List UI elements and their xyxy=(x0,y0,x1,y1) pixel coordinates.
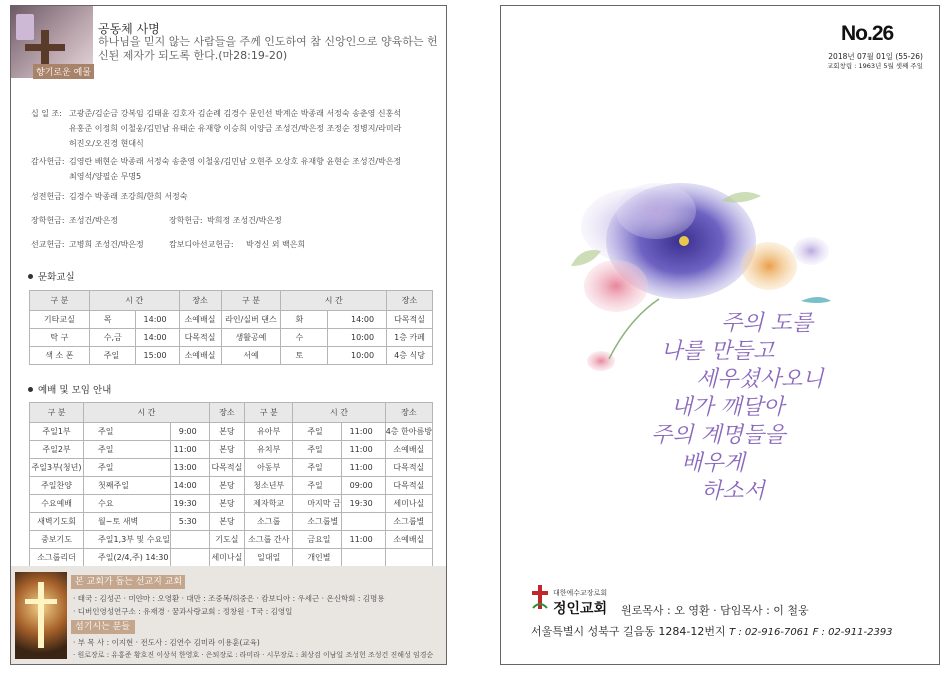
table-cell: 11:00 xyxy=(341,531,385,549)
table-cell: 기도실 xyxy=(209,531,244,549)
table-row xyxy=(30,311,433,329)
col-header: 구 분 xyxy=(30,291,90,311)
culture-section-title: 문화교실 xyxy=(28,269,75,283)
church-address xyxy=(531,623,893,639)
tithe-list: 고광준/김순금 강복임 김태윤 김호자 김순례 김경수 문인선 박계순 박종래 서정숙 송춘영 신홍석 유홍준 이정희 이철웅/김민남 유태순 유재향 이승희 이양금 조성건/박은정 조정순 정병지/라미라 허진오/오진경 현대식 xyxy=(69,109,402,148)
table-cell: 소예배실 xyxy=(179,311,221,329)
col-header: 시 간 xyxy=(293,403,385,423)
table-cell: 1층 카페 xyxy=(387,329,433,347)
table-cell: 주일1부 xyxy=(30,423,84,441)
glowing-cross-image xyxy=(15,572,67,659)
table-cell: 주일(2/4,주) 14:30 xyxy=(84,549,171,567)
table-row xyxy=(30,513,433,531)
mission-text: 고병희 조성건/박은정 xyxy=(69,240,144,249)
table-cell: 11:00 xyxy=(341,423,385,441)
table-cell: 세미나실 xyxy=(209,549,244,567)
missions-line2: · 디버인영성연구소 : 유재경 · 꿈과사랑교회 : 정창원 · T국 : 김영일 xyxy=(73,607,293,616)
table-cell: 소예배실 xyxy=(385,441,432,459)
col-header: 장소 xyxy=(209,403,244,423)
cambodia-text: 박경신 외 백은희 xyxy=(246,240,306,249)
servants-title: 섬기시는 분들 xyxy=(71,620,135,634)
founding-date: 교회창립 : 1963년 5월 셋째 주일 xyxy=(827,62,923,70)
header-tag: 향기로운 예물 xyxy=(33,64,94,79)
bottom-section xyxy=(11,566,446,664)
table-cell: 주일 xyxy=(293,459,341,477)
denomination: 대한예수교장로회 xyxy=(553,589,608,597)
church-cross-logo-icon xyxy=(531,584,549,610)
pastor-info: 원로목사 : 오 영환 · 담임목사 : 이 철웅 xyxy=(621,604,809,617)
thanks-list: 김영란 배현순 박종래 서정숙 송춘영 이철웅/김민남 오현주 오상호 유재향 윤현순 조성건/박은정 최영석/양필순 무명5 xyxy=(69,157,402,181)
col-header: 구 분 xyxy=(245,403,293,423)
table-cell: 주일 xyxy=(293,423,341,441)
thanks-label: 감사헌금: xyxy=(31,157,65,166)
verse-line: 세우셨사오니 xyxy=(696,367,824,392)
table-cell: 수요예배 xyxy=(30,495,84,513)
col-header: 장소 xyxy=(179,291,221,311)
table-cell: 소그룹별 xyxy=(385,513,432,531)
table-cell: 15:00 xyxy=(135,347,179,365)
missions-title: 본 교회가 돕는 선교지 교회 xyxy=(71,575,185,589)
table-cell: 토 xyxy=(281,347,328,365)
col-header: 장소 xyxy=(385,403,432,423)
table-row xyxy=(30,441,433,459)
table-cell: 아동부 xyxy=(245,459,293,477)
table-cell: 중보기도 xyxy=(30,531,84,549)
col-header: 구 분 xyxy=(221,291,281,311)
table-row xyxy=(30,423,433,441)
table-cell: 기타교실 xyxy=(30,311,90,329)
table-cell: 다목적실 xyxy=(385,459,432,477)
table-cell xyxy=(341,549,385,567)
table-cell: 월~토 새벽 xyxy=(84,513,171,531)
table-cell: 다목적실 xyxy=(387,311,433,329)
issue-number: No.26 xyxy=(841,22,894,45)
verse-line: 나를 만들고 xyxy=(661,339,775,364)
col-header: 시 간 xyxy=(84,403,210,423)
verse-line: 주의 도를 xyxy=(721,311,814,336)
header-title: 공동체 사명 xyxy=(98,22,160,36)
table-cell: 첫째주일 xyxy=(84,477,171,495)
table-cell: 19:30 xyxy=(170,495,209,513)
verse-line: 내가 깨달아 xyxy=(671,395,785,420)
table-cell: 수요 xyxy=(84,495,171,513)
table-cell: 세미나실 xyxy=(385,495,432,513)
phone-numbers: T : 02-916-7061 F : 02-911-2393 xyxy=(729,627,893,638)
table-cell xyxy=(170,549,209,567)
holy-label: 성전헌금: xyxy=(31,192,65,201)
table-cell: 14:00 xyxy=(135,311,179,329)
scholar2-text: 박희정 조성건/박은정 xyxy=(207,216,282,225)
table-cell: 유치부 xyxy=(245,441,293,459)
left-page xyxy=(10,5,447,665)
verse-line: 배우게 xyxy=(681,451,745,476)
table-cell: 생활공예 xyxy=(221,329,281,347)
table-cell: 소그룹리더 xyxy=(30,549,84,567)
table-cell: 주일 xyxy=(293,441,341,459)
table-cell: 주일2부 xyxy=(30,441,84,459)
table-cell: 수,금 xyxy=(89,329,135,347)
table-cell: 개인별 xyxy=(293,549,341,567)
table-cell: 주일 xyxy=(293,477,341,495)
col-header: 장소 xyxy=(387,291,433,311)
table-cell: 주일 xyxy=(89,347,135,365)
table-cell: 4층 식당 xyxy=(387,347,433,365)
table-cell: 본당 xyxy=(209,477,244,495)
table-cell: 제자학교 xyxy=(245,495,293,513)
table-cell: 11:00 xyxy=(341,459,385,477)
table-cell: 주일찬양 xyxy=(30,477,84,495)
table-cell: 금요일 xyxy=(293,531,341,549)
table-row xyxy=(30,347,433,365)
verse-line: 하소서 xyxy=(701,479,765,504)
cambodia-label: 캄보디아선교헌금: xyxy=(169,240,234,249)
table-cell: 주일1,3부 및 수요일 xyxy=(84,531,171,549)
servants-line2: · 원로장로 : 유홍준 황호진 이상석 한영호 · 은퇴장로 : 라미라 · 시무장로 : 최상검 이남일 조성헌 조성건 진해성 임경순 xyxy=(73,651,434,659)
table-cell: 유아부 xyxy=(245,423,293,441)
table-cell: 주일 xyxy=(84,423,171,441)
table-cell: 11:00 xyxy=(170,441,209,459)
table-cell: 탁 구 xyxy=(30,329,90,347)
table-cell: 19:30 xyxy=(341,495,385,513)
holy-text: 김경수 박종래 조강희/한희 서정숙 xyxy=(69,192,188,201)
tithe-label: 십 일 조: xyxy=(31,109,62,118)
table-row xyxy=(30,459,433,477)
table-cell: 14:00 xyxy=(170,477,209,495)
worship-table xyxy=(29,402,433,567)
church-name: 정인교회 xyxy=(553,601,608,617)
table-cell xyxy=(341,513,385,531)
table-cell: 10:00 xyxy=(328,329,387,347)
table-cell: 소예배실 xyxy=(385,531,432,549)
table-row xyxy=(30,495,433,513)
table-cell: 4층 한아름방 xyxy=(385,423,432,441)
table-cell: 주일 xyxy=(84,459,171,477)
table-cell: 서예 xyxy=(221,347,281,365)
culture-table xyxy=(29,290,433,365)
table-cell: 다목적실 xyxy=(179,329,221,347)
mission-label: 선교헌금: xyxy=(31,240,65,249)
right-page xyxy=(500,5,940,665)
missions-line1: · 태국 : 김성곤 · 미얀마 : 오영환 · 대만 : 조중복/허중은 · 캄보디아 : 우세근 · 온신학회 : 김명용 xyxy=(73,594,385,603)
col-header: 시 간 xyxy=(89,291,179,311)
table-cell: 라인/실버 댄스 xyxy=(221,311,281,329)
table-cell: 주일 xyxy=(84,441,171,459)
table-cell: 소그룹 xyxy=(245,513,293,531)
scholar-text: 조성건/박은정 xyxy=(69,216,119,225)
address-text: 서울특별시 성북구 길음동 1284-12번지 xyxy=(531,625,726,638)
calligraphy-verse xyxy=(651,306,871,506)
table-cell xyxy=(170,531,209,549)
verse-line: 주의 계명들을 xyxy=(651,423,786,448)
table-cell: 소그룹 간사 xyxy=(245,531,293,549)
table-cell: 14:00 xyxy=(135,329,179,347)
table-cell: 10:00 xyxy=(328,347,387,365)
worship-section-title: 예배 및 모임 안내 xyxy=(28,382,111,396)
table-cell: 09:00 xyxy=(341,477,385,495)
servants-line1: · 부 목 사 : 이지현 · 전도사 : 김연수 김미라 이용훈(교육) xyxy=(73,638,260,647)
table-cell: 9:00 xyxy=(170,423,209,441)
table-cell: 본당 xyxy=(209,423,244,441)
table-row xyxy=(30,549,433,567)
header-text: 하나님을 믿지 않는 사람들을 주께 인도하여 참 신앙인으로 양육하는 헌신된 제자가 되도록 한다.(마28:19-20) xyxy=(98,35,438,62)
table-row xyxy=(30,477,433,495)
table-cell: 11:00 xyxy=(341,441,385,459)
table-cell: 색 소 폰 xyxy=(30,347,90,365)
table-cell: 14:00 xyxy=(328,311,387,329)
table-row xyxy=(30,531,433,549)
table-cell: 화 xyxy=(281,311,328,329)
table-row xyxy=(30,329,433,347)
table-cell: 본당 xyxy=(209,441,244,459)
table-cell: 소예배실 xyxy=(179,347,221,365)
table-cell: 다목적실 xyxy=(385,477,432,495)
table-cell: 수 xyxy=(281,329,328,347)
table-cell: 새벽기도회 xyxy=(30,513,84,531)
table-cell: 청소년부 xyxy=(245,477,293,495)
table-cell: 본당 xyxy=(209,513,244,531)
table-cell: 본당 xyxy=(209,495,244,513)
table-cell: 13:00 xyxy=(170,459,209,477)
table-cell xyxy=(385,549,432,567)
issue-date: 2018년 07월 01일 (55-26) xyxy=(828,52,923,61)
table-cell: 목 xyxy=(89,311,135,329)
table-cell: 5:30 xyxy=(170,513,209,531)
table-cell: 마지막 금 xyxy=(293,495,341,513)
table-cell: 주일3부(청년) xyxy=(30,459,84,477)
table-cell: 일대일 xyxy=(245,549,293,567)
col-header: 시 간 xyxy=(281,291,387,311)
scholar2-label: 장학헌금: xyxy=(169,216,203,225)
table-cell: 소그룹별 xyxy=(293,513,341,531)
scholar-label: 장학헌금: xyxy=(31,216,65,225)
table-cell: 다목적실 xyxy=(209,459,244,477)
col-header: 구 분 xyxy=(30,403,84,423)
